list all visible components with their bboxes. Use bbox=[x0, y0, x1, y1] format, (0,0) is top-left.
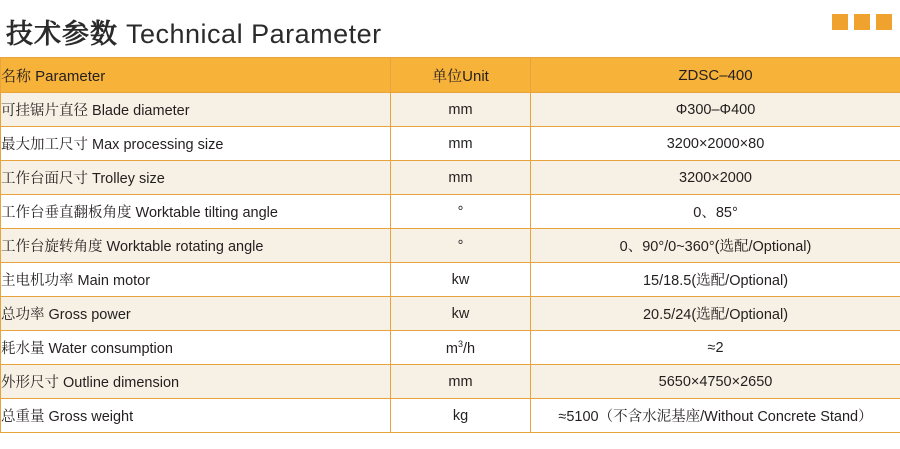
spec-table-wrapper bbox=[0, 57, 900, 433]
table-row bbox=[1, 195, 900, 229]
table-row bbox=[1, 297, 900, 331]
decor-square-3 bbox=[876, 14, 892, 30]
cell-parameter: 工作台面尺寸 Trolley size bbox=[1, 161, 391, 195]
cell-parameter: 可挂锯片直径 Blade diameter bbox=[1, 93, 391, 127]
cell-unit: kw bbox=[391, 263, 531, 297]
table-row bbox=[1, 365, 900, 399]
cell-value: ≈2 bbox=[531, 331, 900, 365]
cell-unit: ° bbox=[391, 195, 531, 229]
cell-parameter: 外形尺寸 Outline dimension bbox=[1, 365, 391, 399]
column-header-parameter: 名称 Parameter bbox=[1, 58, 391, 93]
cell-value: ≈5100（不含水泥基座/Without Concrete Stand） bbox=[531, 399, 900, 433]
cell-parameter: 工作台垂直翻板角度 Worktable tilting angle bbox=[1, 195, 391, 229]
cell-unit: mm bbox=[391, 93, 531, 127]
decor-squares bbox=[832, 14, 892, 30]
page-title-cn: 技术参数 bbox=[6, 19, 118, 49]
cell-parameter: 总重量 Gross weight bbox=[1, 399, 391, 433]
cell-value: 3200×2000×80 bbox=[531, 127, 900, 161]
page-title bbox=[6, 18, 382, 50]
cell-value: 20.5/24(选配/Optional) bbox=[531, 297, 900, 331]
cell-value: 0、90°/0~360°(选配/Optional) bbox=[531, 229, 900, 263]
cell-parameter: 耗水量 Water consumption bbox=[1, 331, 391, 365]
cell-unit: ° bbox=[391, 229, 531, 263]
cell-unit: kg bbox=[391, 399, 531, 433]
cell-unit: mm bbox=[391, 127, 531, 161]
table-row bbox=[1, 93, 900, 127]
cell-unit: mm bbox=[391, 365, 531, 399]
page-header bbox=[0, 0, 900, 56]
table-row bbox=[1, 229, 900, 263]
cell-parameter: 最大加工尺寸 Max processing size bbox=[1, 127, 391, 161]
cell-value: 0、85° bbox=[531, 195, 900, 229]
table-row bbox=[1, 331, 900, 365]
cell-unit: mm bbox=[391, 161, 531, 195]
column-header-unit: 单位Unit bbox=[391, 58, 531, 93]
cell-parameter: 工作台旋转角度 Worktable rotating angle bbox=[1, 229, 391, 263]
spec-table-body bbox=[1, 93, 900, 433]
decor-square-1 bbox=[832, 14, 848, 30]
spec-table-head bbox=[1, 58, 900, 93]
table-header-row bbox=[1, 58, 900, 93]
cell-parameter: 总功率 Gross power bbox=[1, 297, 391, 331]
cell-parameter: 主电机功率 Main motor bbox=[1, 263, 391, 297]
cell-value: Φ300–Φ400 bbox=[531, 93, 900, 127]
spec-table bbox=[0, 57, 900, 433]
decor-square-2 bbox=[854, 14, 870, 30]
page-title-en: Technical Parameter bbox=[118, 19, 382, 49]
cell-unit: $m^3/h$ bbox=[391, 331, 531, 365]
cell-value: 3200×2000 bbox=[531, 161, 900, 195]
table-row bbox=[1, 399, 900, 433]
table-row bbox=[1, 161, 900, 195]
cell-value: 15/18.5(选配/Optional) bbox=[531, 263, 900, 297]
table-row bbox=[1, 263, 900, 297]
cell-value: 5650×4750×2650 bbox=[531, 365, 900, 399]
cell-unit: kw bbox=[391, 297, 531, 331]
column-header-model: ZDSC–400 bbox=[531, 58, 900, 93]
table-row bbox=[1, 127, 900, 161]
